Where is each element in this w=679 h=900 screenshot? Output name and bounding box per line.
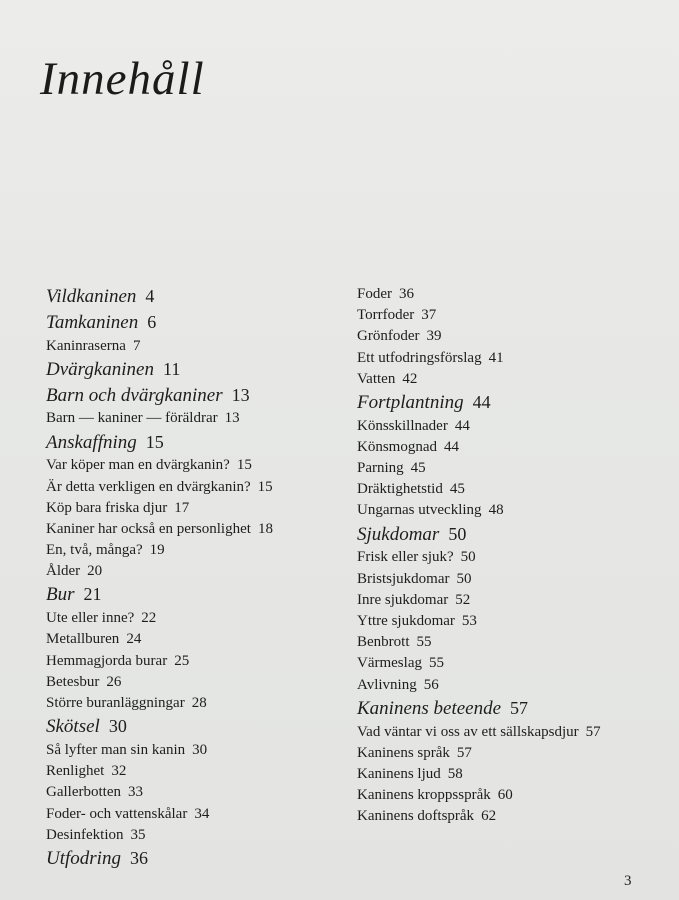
toc-entry-title: Vad väntar vi oss av ett sällskapsdjur [357, 723, 579, 740]
toc-entry-page: 60 [497, 787, 513, 804]
toc-section [357, 500, 677, 521]
toc-entry-title: Sjukdomar [357, 523, 440, 545]
toc-entry-page: 52 [455, 591, 471, 608]
toc-section [357, 416, 677, 437]
toc-section [46, 408, 346, 429]
toc-entry-page: 32 [111, 763, 127, 780]
toc-section [357, 479, 677, 500]
toc-entry-page: 45 [449, 481, 465, 498]
toc-entry-page: 56 [423, 676, 439, 693]
toc-chapter [357, 390, 677, 416]
toc-entry-page: 13 [224, 410, 240, 427]
toc-entry-title: Desinfektion [46, 826, 124, 843]
toc-entry-page: 28 [191, 695, 207, 712]
toc-entry-page: 17 [174, 499, 190, 516]
toc-entry-page: 44 [454, 417, 470, 434]
toc-section [357, 284, 677, 305]
toc-entry-title: Foder- och vattenskålar [46, 805, 188, 822]
toc-entry-page: 50 [460, 549, 476, 566]
toc-entry-page: 57 [456, 744, 472, 761]
toc-entry-page: 48 [488, 502, 504, 519]
toc-chapter [46, 357, 346, 383]
toc-entry-title: Kaninens doftspråk [357, 808, 475, 825]
toc-entry-title: Benbrott [357, 634, 410, 651]
toc-section [357, 569, 677, 590]
toc-column-left [46, 284, 346, 872]
toc-section [46, 782, 346, 803]
toc-entry-title: Kaninens ljud [357, 765, 441, 782]
toc-entry-title: Vildkaninen [46, 286, 137, 307]
toc-entry-title: Fortplantning [357, 391, 464, 413]
toc-section [357, 653, 677, 674]
toc-entry-title: Är detta verkligen en dvärgkanin? [46, 478, 251, 495]
toc-entry-title: Var köper man en dvärgkanin? [46, 457, 230, 474]
toc-section [357, 785, 677, 806]
toc-entry-title: Bristsjukdomar [357, 570, 450, 587]
toc-entry-page: 44 [444, 438, 459, 455]
toc-entry-title: Renlighet [46, 763, 105, 780]
toc-section [357, 437, 677, 458]
toc-entry-title: Hemmagjorda burar [46, 652, 168, 669]
toc-entry-title: Frisk eller sjuk? [357, 549, 454, 566]
toc-entry-page: 30 [192, 742, 208, 759]
toc-entry-page: 26 [106, 673, 122, 690]
toc-section [357, 675, 677, 696]
toc-entry-title: En, två, många? [46, 542, 143, 559]
toc-entry-page: 53 [461, 613, 477, 630]
toc-entry-page: 21 [83, 584, 102, 605]
toc-entry-title: Dvärgkaninen [46, 358, 154, 380]
toc-section [46, 540, 346, 561]
toc-chapter [46, 430, 346, 456]
toc-section [357, 305, 677, 326]
toc-entry-page: 58 [447, 765, 463, 782]
toc-chapter [357, 696, 677, 722]
page-title: Innehåll [40, 53, 205, 105]
toc-entry-page: 35 [130, 826, 146, 843]
toc-section [357, 590, 677, 611]
toc-entry-title: Parning [357, 460, 404, 477]
toc-section [357, 806, 677, 827]
toc-entry-title: Foder [357, 286, 392, 302]
toc-entry-page: 50 [448, 523, 467, 544]
toc-entry-page: 18 [257, 520, 273, 537]
toc-chapter [46, 284, 346, 310]
toc-entry-title: Dräktighetstid [357, 481, 443, 498]
toc-section [46, 693, 346, 714]
toc-section [357, 722, 677, 743]
toc-entry-page: 55 [428, 655, 444, 672]
toc-entry-page: 22 [141, 610, 157, 627]
toc-entry-title: Så lyfter man sin kanin [46, 742, 186, 759]
toc-entry-title: Ålder [46, 563, 81, 580]
toc-entry-title: Grönfoder [357, 328, 420, 345]
toc-entry-title: Betesbur [46, 673, 100, 690]
toc-entry-page: 25 [174, 652, 190, 669]
toc-entry-title: Utfodring [46, 847, 121, 869]
toc-entry-page: 20 [87, 563, 103, 580]
toc-section [46, 498, 346, 519]
toc-section [46, 651, 346, 672]
toc-entry-title: Anskaffning [46, 431, 137, 453]
toc-entry-title: Barn och dvärgkaniner [46, 384, 223, 406]
toc-entry-title: Värmeslag [357, 655, 422, 672]
toc-entry-page: 24 [126, 631, 142, 648]
toc-chapter [46, 714, 346, 740]
toc-entry-title: Gallerbotten [46, 784, 121, 801]
toc-chapter [357, 522, 677, 548]
toc-entry-page: 4 [145, 286, 155, 306]
toc-entry-title: Barn — kaniner — föräldrar [46, 410, 218, 427]
toc-entry-title: Kaninens beteende [357, 697, 502, 719]
toc-entry-page: 34 [194, 805, 210, 822]
toc-section [357, 458, 677, 479]
toc-section [46, 519, 346, 540]
toc-entry-page: 36 [399, 286, 414, 302]
toc-entry-page: 44 [472, 391, 491, 412]
toc-entry-title: Kaninraserna [46, 337, 126, 354]
toc-entry-page: 42 [402, 370, 418, 387]
toc-section [46, 629, 346, 650]
toc-entry-page: 55 [416, 634, 432, 651]
toc-section [357, 764, 677, 785]
toc-section [46, 672, 346, 693]
toc-entry-page: 41 [488, 349, 504, 366]
toc-entry-title: Större buranläggningar [46, 695, 185, 712]
toc-entry-title: Ungarnas utveckling [357, 502, 482, 519]
toc-section [46, 740, 346, 761]
toc-section [46, 804, 346, 825]
toc-entry-title: Köp bara friska djur [46, 499, 168, 516]
toc-entry-title: Kaninens språk [357, 744, 450, 761]
toc-entry-page: 15 [257, 478, 273, 495]
toc-section [46, 608, 346, 629]
toc-chapter [46, 310, 346, 336]
toc-section [46, 761, 346, 782]
toc-entry-page: 7 [132, 337, 141, 354]
toc-entry-title: Könsmognad [357, 438, 437, 455]
toc-entry-page: 45 [410, 460, 426, 477]
toc-entry-page: 30 [108, 716, 127, 737]
toc-entry-page: 36 [129, 847, 148, 868]
toc-entry-title: Torrfoder [357, 307, 415, 324]
toc-entry-title: Metallburen [46, 631, 120, 648]
toc-entry-page: 19 [149, 542, 165, 559]
toc-entry-page: 37 [421, 307, 437, 324]
toc-section [357, 326, 677, 347]
toc-entry-page: 33 [127, 784, 143, 801]
toc-entry-page: 15 [145, 431, 164, 452]
toc-section [357, 743, 677, 764]
toc-section [46, 336, 346, 357]
toc-section [357, 611, 677, 632]
toc-chapter [46, 846, 346, 872]
toc-entry-title: Kaniner har också en personlighet [46, 520, 251, 537]
toc-chapter [46, 383, 346, 409]
toc-entry-page: 13 [231, 384, 250, 405]
toc-entry-page: 15 [236, 457, 252, 474]
toc-entry-title: Tamkaninen [46, 311, 139, 333]
toc-entry-title: Yttre sjukdomar [357, 613, 455, 630]
toc-entry-page: 57 [585, 723, 601, 740]
toc-entry-page: 39 [426, 328, 442, 345]
toc-section [357, 632, 677, 653]
toc-entry-title: Skötsel [46, 716, 100, 738]
toc-entry-page: 57 [510, 697, 529, 718]
toc-section [46, 477, 346, 498]
toc-entry-title: Avlivning [357, 676, 417, 693]
toc-entry-title: Könsskillnader [357, 417, 448, 434]
toc-column-right [357, 284, 677, 828]
toc-entry-title: Vatten [357, 370, 396, 387]
page-number: 3 [624, 873, 632, 889]
toc-section [46, 561, 346, 582]
toc-section [357, 547, 677, 568]
toc-entry-page: 6 [147, 311, 157, 332]
toc-entry-title: Inre sjukdomar [357, 591, 449, 608]
toc-entry-title: Ett utfodringsförslag [357, 349, 482, 366]
toc-section [357, 369, 677, 390]
toc-entry-title: Bur [46, 584, 75, 606]
toc-section [46, 455, 346, 476]
toc-entry-page: 50 [456, 570, 472, 587]
toc-section [46, 825, 346, 846]
toc-section [357, 348, 677, 369]
toc-entry-page: 62 [481, 808, 497, 825]
toc-entry-title: Kaninens kroppsspråk [357, 787, 491, 804]
toc-chapter [46, 582, 346, 608]
toc-entry-title: Ute eller inne? [46, 610, 135, 627]
toc-entry-page: 11 [163, 358, 181, 379]
